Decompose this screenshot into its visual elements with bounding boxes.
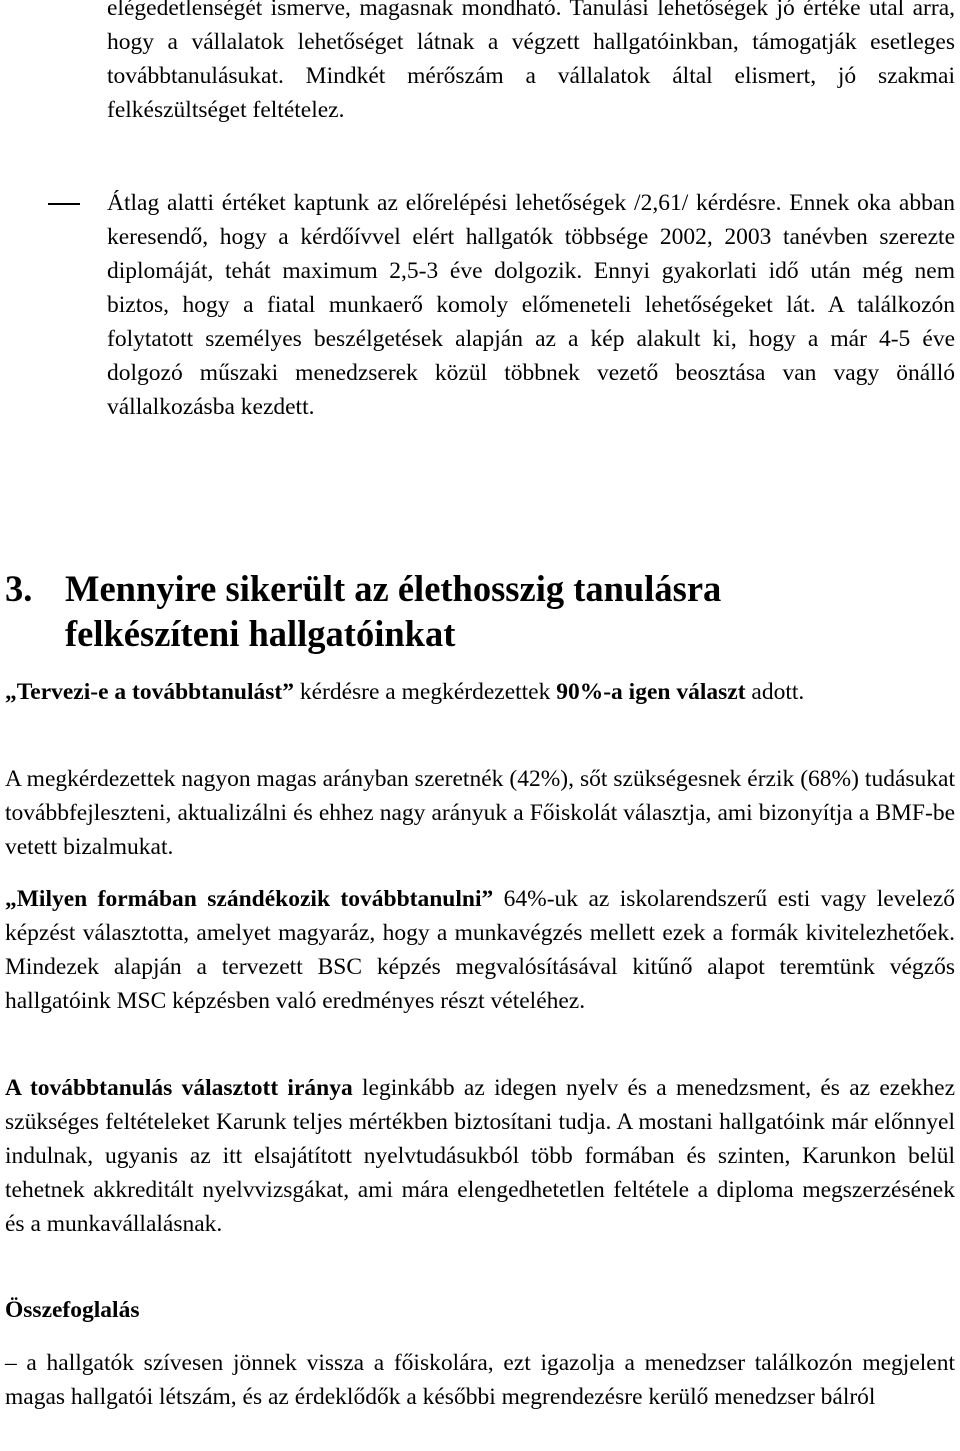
paragraph-3 bbox=[5, 882, 955, 1018]
dash-bullet bbox=[48, 203, 80, 205]
section-title-line-1: Mennyire sikerült az élethosszig tanulásra bbox=[65, 568, 722, 609]
paragraph-2: A megkérdezettek nagyon magas arányban szeretnék (42%), sőt szükségesnek érzik (68%) tudásukat továbbfejleszteni, aktualizálni és ehhez nagy arányuk a Főiskolát választja, ami bizonyítja a BMF-be vetett bizalmukat. bbox=[5, 766, 955, 860]
para-1-end: adott. bbox=[745, 679, 805, 705]
para-3-bold-lead: „Milyen formában szándékozik továbbtanulni” bbox=[5, 886, 494, 912]
section-number: 3. bbox=[5, 568, 33, 609]
bold-answer: 90%-a igen választ bbox=[556, 679, 746, 705]
summary-list-item: – a hallgatók szívesen jönnek vissza a főiskolára, ezt igazolja a menedzser találkozón megjelent magas hallgatói létszám, és az érdeklődők a későbbi megrendezésre kerülő menedzser bálról bbox=[5, 1350, 955, 1410]
para-4-bold-lead: A továbbtanulás választott iránya bbox=[5, 1075, 353, 1101]
para-4-rest: leginkább az idegen nyelv és a menedzsment, és az ezekhez szükséges feltételeket Karunk teljes mértékben biztosítani tudja. A mostani hallgatóink már előnnyel indulnak, ugyanis az itt elsajátított nyelvtudásukból több formában és szinten, Karunkon belül tehetnek akkreditált nyelvvizsgákat, ami mára elengedhetetlen feltétele a diploma megszerzésének és a munkavállalásnak. bbox=[5, 1075, 956, 1237]
paragraph-4 bbox=[5, 1071, 955, 1241]
intro-paragraph: elégedetlenségét ismerve, magasnak mondható. Tanulási lehetőségek jó értéke utal arra, hogy a vállalatok lehetőséget látnak a végzett hallgatóinkban, támogatják esetleges továbbtanulásukat. Mindkét mérőszám a vállalatok által elismert, jó szakmai felkészültséget feltételez. bbox=[107, 0, 955, 123]
section-title-line-2: felkészíteni hallgatóinkat bbox=[65, 613, 456, 654]
dash-list-item: Átlag alatti értéket kaptunk az előrelépési lehetőségek /2,61/ kérdésre. Ennek oka abban keresendő, hogy a kérdőívvel elért hallgatók többsége 2002, 2003 tanévben szerezte diplomáját, tehát maximum 2,5-3 éve dolgozik. Ennyi gyakorlati idő után még nem biztos, hogy a fiatal munkaerő komoly előmeneteli lehetőségeket lát. A találkozón folytatott személyes beszélgetések alapján az a kép alakult ki, hogy a már 4-5 éve dolgozó műszaki menedzserek közül többnek vezető beosztása van vagy önálló vállalkozásba kezdett. bbox=[107, 190, 955, 420]
para-3-rest: 64%-uk az iskolarendszerű esti vagy levelező képzést választotta, amelyet magyaráz, hogy a munkavégzés mellett ezek a formák kivitelezhetőek. Mindezek alapján a tervezett BSC képzés megvalósításával kitűnő alapot teremtünk végzős hallgatóink MSC képzésben való eredményes részt vételéhez. bbox=[5, 886, 955, 1014]
paragraph-1 bbox=[5, 675, 955, 709]
para-1-middle: kérdésre a megkérdezettek bbox=[293, 679, 557, 705]
section-heading bbox=[5, 566, 935, 656]
bold-question: „Tervezi-e a továbbtanulást” bbox=[5, 679, 294, 705]
summary-heading: Összefoglalás bbox=[5, 1297, 140, 1323]
